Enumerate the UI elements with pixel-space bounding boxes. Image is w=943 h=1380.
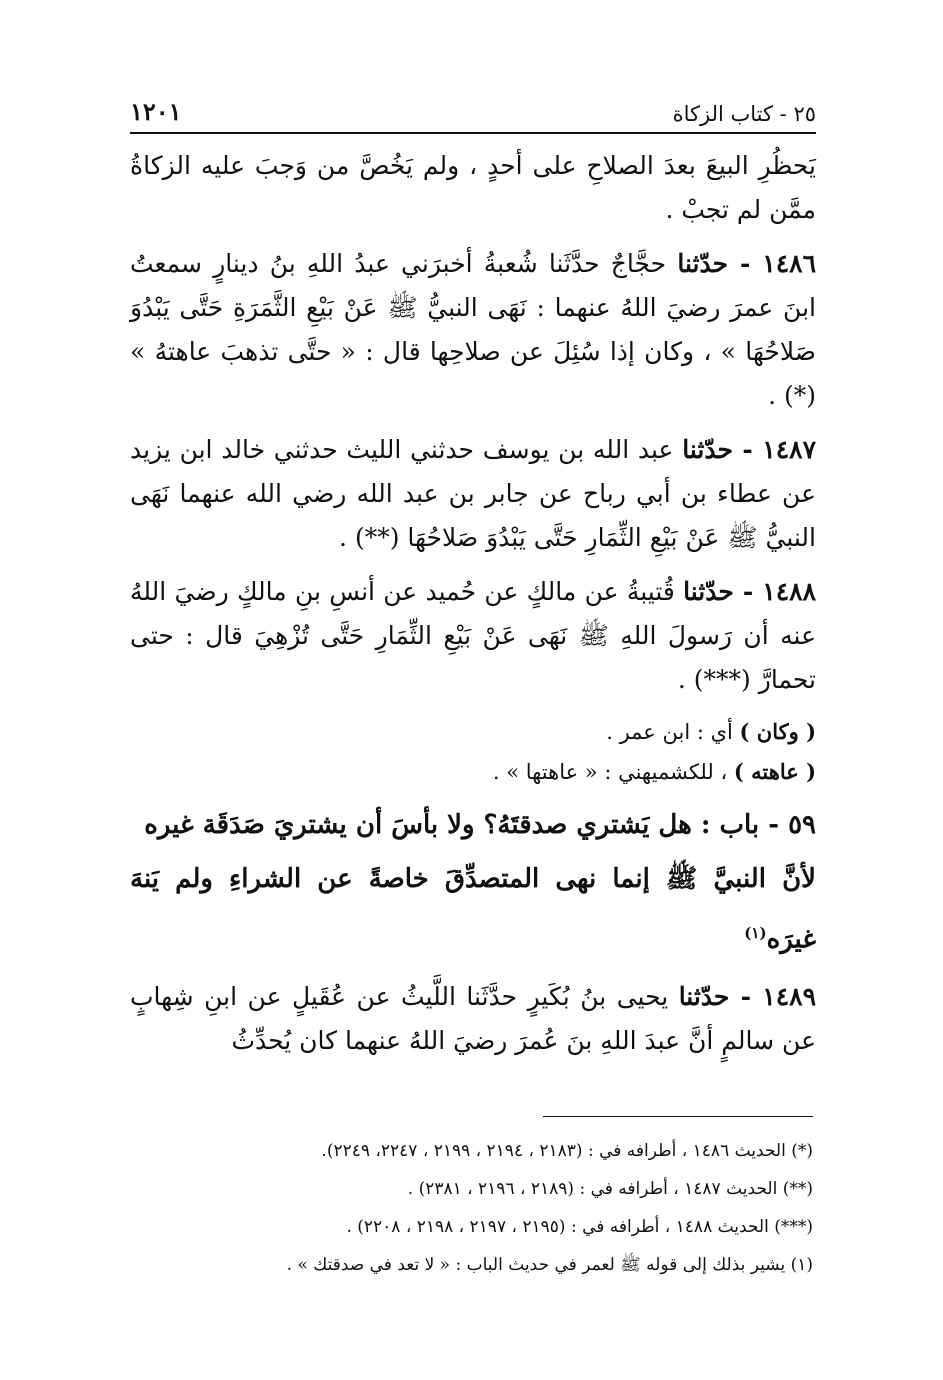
hadith-text: يحيى بنُ بُكَيرٍ حدَّثَنا اللَّيثُ عن عُقَيلٍ عن ابنِ شِهابٍ عن سالمٍ أنَّ عبدَ اللهِ بنَ عُمرَ رضيَ اللهُ عنهما كان يُحدِّثُ <box>130 981 816 1055</box>
gloss-note <box>130 712 816 752</box>
chapter-heading <box>130 798 816 967</box>
footnote: (*) الحديث ١٤٨٦ ، أطرافه في : (٢١٨٣ ، ٢١٩٤ ، ٢١٩٩ ، ٢٢٤٧، ٢٢٤٩). <box>321 1141 813 1161</box>
hadith-number: ١٤٨٩ - حدّثنا <box>678 981 816 1011</box>
hadith-1486 <box>130 242 816 418</box>
footnote-marker: (١) <box>744 924 767 942</box>
heading-line <box>130 852 816 967</box>
page <box>130 84 816 1073</box>
running-header <box>130 84 816 130</box>
page-number: ١٢٠١ <box>130 97 182 126</box>
hadith-1489 <box>130 975 816 1063</box>
footnote: (***) الحديث ١٤٨٨ ، أطرافه في : (٢١٩٥ ، ٢١٩٧ ، ٢١٩٨ ، ٢٢٠٨) . <box>346 1217 813 1237</box>
hadith-1488 <box>130 570 816 702</box>
gloss-note <box>130 752 816 792</box>
footnote: (**) الحديث ١٤٨٧ ، أطرافه في : (٢١٨٩ ، ٢١٩٦ ، ٢٣٨١) . <box>407 1179 813 1199</box>
footnotes <box>127 1132 813 1284</box>
hadith-text: قُتيبةُ عن مالكٍ عن حُميد عن أنسِ بنِ مالكٍ رضيَ اللهُ عنه أن رَسولَ اللهِ ﷺ نَهَى عَنْ بَيْعِ الثِّمَارِ حَتَّى تُزْهِيَ قال : حتى تحمارَّ (***) . <box>130 577 816 694</box>
main-text <box>130 144 816 1063</box>
gloss-text: أي : ابن عمر . <box>606 720 740 744</box>
chapter-title: ٢٥ - كتاب الزكاة <box>672 102 816 126</box>
hadith-text: حجَّاجٌ حدَّثَنا شُعبةُ أخبرَني عبدُ اللهِ بنُ دينارٍ سمعتُ ابنَ عمرَ رضيَ اللهُ عنهما : نَهَى النبيُّ ﷺ عَنْ بَيْعِ الثَّمَرَةِ حَتَّى يَبْدُوَ صَلاحُهَا » ، وكان إذا سُئِلَ عن صلاحِها قال : « حتَّى تذهبَ عاهتهُ » (*) . <box>130 249 816 410</box>
heading-line-text: لأنَّ النبيَّ ﷺ إنما نهى المتصدِّقَ خاصةً عن الشراءِ ولم يَنهَ غيرَه <box>130 864 816 955</box>
footnote-divider <box>543 1116 813 1117</box>
continuation-paragraph: يَحظُرِ البيعَ بعدَ الصلاحِ على أحدٍ ، ولم يَخُصَّ من وَجبَ عليه الزكاةُ ممَّن لم تجبْ . <box>130 151 816 224</box>
gloss-term: ( عاهته ) <box>733 759 816 784</box>
heading-line: ٥٩ - باب : هل يَشتري صدقتَهُ؟ ولا بأسَ أن يشتريَ صَدَقَة غيره <box>144 810 816 840</box>
footnote: (١) يشير بذلك إلى قوله ﷺ لعمر في حديث الباب : « لا تعد في صدقتك » . <box>286 1255 813 1275</box>
hadith-number: ١٤٨٧ - حدّثنا <box>682 435 816 464</box>
hadith-number: ١٤٨٨ - حدّثنا <box>683 577 817 606</box>
gloss-text: ، للكشميهني : « عاهتها » . <box>492 760 734 784</box>
hadith-text: عبد الله بن يوسف حدثني الليث حدثني خالد ابن يزيد عن عطاء بن أبي رباح عن جابر بن عبد الله رضي الله عنهما نَهَى النبيُّ ﷺ عَنْ بَيْعِ الثِّمَارِ حَتَّى يَبْدُوَ صَلاحُهَا (**) . <box>130 435 816 552</box>
hadith-number: ١٤٨٦ - حدّثنا <box>677 249 816 278</box>
hadith-1487 <box>130 428 816 560</box>
header-divider <box>130 132 816 134</box>
gloss-term: ( وكان ) <box>739 719 816 744</box>
